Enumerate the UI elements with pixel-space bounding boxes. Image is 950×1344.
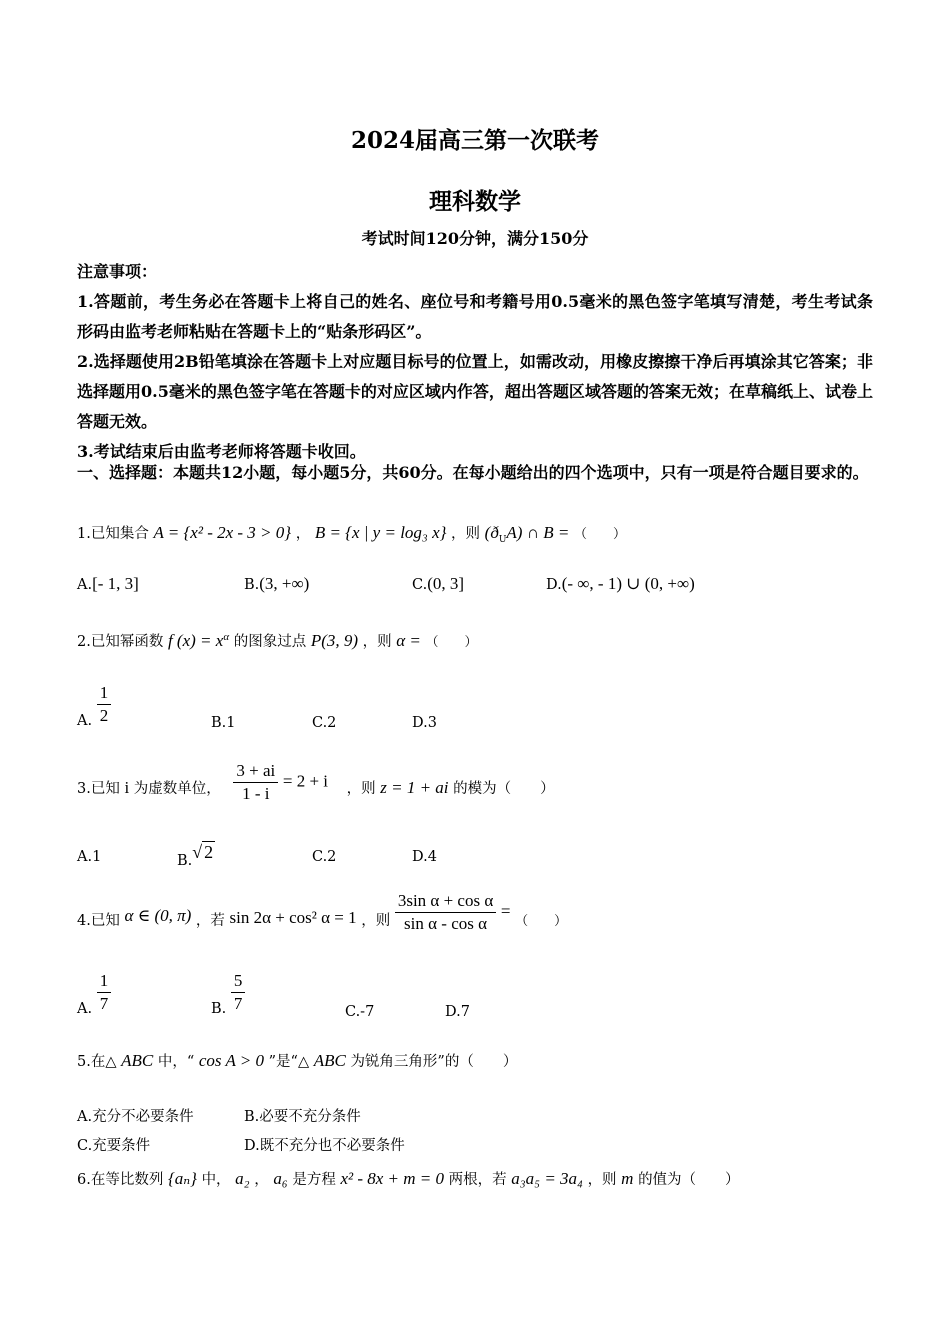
q6-comma: ，: [254, 1172, 269, 1188]
q1-then: ，则: [451, 526, 481, 542]
q6-mid-3: 两根，若: [448, 1172, 507, 1188]
q1-prefix: 1.已知集合: [77, 526, 149, 542]
q1-complement-expr: (ð: [484, 523, 499, 542]
q5-triangle: ABC: [121, 1051, 154, 1070]
q4-equals: =: [500, 901, 511, 921]
q5-option-c: C.充要条件: [77, 1138, 151, 1154]
q2-option-c: C.2: [312, 715, 337, 731]
section-1-heading: 一、选择题：本题共12小题，每小题5分，共60分。在每小题给出的四个选项中，只有一项是符合题目要求的。: [77, 463, 869, 482]
q1-option-d: D.(- ∞, - 1) ∪ (0, +∞): [546, 574, 695, 593]
q2-ask: α =: [396, 631, 421, 650]
q2-point: P(3, 9): [310, 631, 359, 650]
q4-option-d: D.7: [445, 1004, 470, 1020]
q2-option-a-fraction: $\frac{1}{2}$: [97, 682, 112, 727]
q1-option-c: C.(0, 3]: [412, 574, 465, 593]
q4-option-c: C.-7: [345, 1004, 375, 1020]
q2-option-d: D.3: [412, 715, 437, 731]
q3-option-b: B.√ 2: [177, 842, 214, 869]
question-6: [77, 1168, 740, 1189]
q4-prefix: 4.已知: [77, 912, 120, 929]
q1-sep: ，: [295, 526, 311, 542]
q3-option-a: A.1: [77, 849, 102, 865]
q1-option-a: A.[- 1, 3]: [77, 574, 139, 593]
q1-set-b: B = {x | y = log₃ x}: [314, 523, 447, 542]
q3-z: z = 1 + ai: [380, 777, 449, 797]
q6-tail: ，则: [587, 1172, 617, 1188]
q3-mid: 为虚数单位，: [133, 780, 221, 797]
q5-option-a: A.充分不必要条件: [77, 1109, 194, 1125]
q6-prefix: 6.在等比数列: [77, 1172, 164, 1188]
q2-then: ，则: [362, 634, 392, 650]
notes-section: [77, 257, 873, 467]
q2-function: f (x) = x: [167, 631, 224, 650]
q5-mid-2: ”是“△: [268, 1054, 310, 1070]
q3-prefix: 3.已知: [77, 780, 120, 797]
q6-equation: x² - 8x + m = 0: [340, 1169, 445, 1188]
q4-answer-blank: （ ）: [515, 913, 568, 929]
notes-heading: 注意事项：: [77, 262, 158, 281]
q6-a6: a₆: [273, 1169, 288, 1188]
notes-item-1: 1.答题前，考生务必在答题卡上将自己的姓名、座位号和考籍号用0.5毫米的黑色签字笔填写清楚，考生考试条形码由监考老师粘贴在答题卡上的“贴条形码区”。: [77, 292, 873, 341]
q2-prefix: 2.已知幂函数: [77, 634, 164, 650]
q3-option-d: D.4: [412, 849, 437, 865]
q5-prefix: 5.在△: [77, 1054, 117, 1070]
q4-condition-1: α ∈ (0, π): [124, 905, 192, 925]
q2-option-b: B.1: [211, 715, 236, 731]
q6-mid-2: 是方程: [292, 1172, 336, 1188]
q5-tail: 为锐角三角形”的（ ）: [350, 1054, 518, 1070]
q4-then: ，则: [361, 912, 391, 929]
q1-complement-sub: U: [498, 534, 507, 545]
q2-mid: 的图象过点: [233, 634, 307, 650]
q3-imaginary-unit: i: [124, 777, 130, 797]
q2-exponent: α: [223, 631, 230, 644]
q2-answer-blank: （ ）: [425, 635, 478, 650]
q1-answer-blank: （ ）: [573, 527, 626, 542]
q5-option-d: D.既不充分也不必要条件: [244, 1138, 405, 1154]
notes-item-3: 3.考试结束后由监考老师将答题卡收回。: [77, 442, 366, 461]
q6-condition: a₃a₅ = 3a₄: [511, 1169, 583, 1188]
q4-condition-2: sin 2α + cos² α = 1: [229, 907, 357, 927]
q5-triangle-2: ABC: [313, 1051, 346, 1070]
q6-mid: 中，: [201, 1172, 231, 1188]
q5-condition: cos A > 0: [198, 1051, 265, 1070]
q3-fraction: $\frac{3 + ai}{1 - i}$: [233, 760, 278, 805]
q1-option-b: B.(3, +∞): [244, 574, 310, 593]
q1-intersection-expr: A) ∩ B =: [506, 523, 570, 542]
q6-m: m: [621, 1169, 634, 1188]
q4-fraction: $\frac{\text{3sin α + cos α}}{\text{sin α - cos α}}$: [395, 890, 496, 935]
q4-option-b-fraction: $\frac{5}{7}$: [231, 970, 246, 1015]
q5-mid: 中，“: [157, 1054, 195, 1070]
q2-option-a: A. $\frac{1}{2}$: [77, 682, 111, 727]
q3-rhs: = 2 + i: [282, 771, 329, 791]
q1-set-a: A = {x² - 2x - 3 > 0}: [153, 523, 292, 542]
q4-option-a: A. $\frac{1}{7}$: [77, 970, 111, 1015]
question-5: [77, 1050, 517, 1071]
q3-then: ，则: [346, 780, 376, 797]
question-3: [77, 760, 555, 805]
question-2: [77, 630, 478, 651]
q4-sep: ，若: [195, 912, 225, 929]
q6-end: 的值为（ ）: [638, 1172, 740, 1188]
q4-option-b: B. $\frac{5}{7}$: [211, 970, 245, 1015]
question-4: [77, 890, 567, 935]
q4-option-a-fraction: $\frac{1}{7}$: [97, 970, 112, 1015]
q6-sequence: {aₙ}: [167, 1169, 197, 1188]
exam-time-info: 考试时间120分钟，满分150分: [361, 229, 589, 248]
q6-a2: a₂: [235, 1169, 250, 1188]
q3-ask: 的模为（ ）: [453, 780, 555, 797]
q3-sqrt-icon: √ 2: [192, 842, 214, 862]
exam-subject: 理科数学: [429, 188, 521, 215]
q5-option-b: B.必要不充分条件: [244, 1109, 361, 1125]
q3-option-c: C.2: [312, 849, 337, 865]
question-1: [77, 522, 626, 545]
notes-item-2: 2.选择题使用2B铅笔填涂在答题卡上对应题目标号的位置上，如需改动，用橡皮擦擦干净后再填涂其它答案；非选择题用0.5毫米的黑色签字笔在答题卡的对应区域内作答，超出答题区域答题的答案无效；在草稿纸上、试卷上答题无效。: [77, 352, 873, 431]
exam-title: 2024届高三第一次联考: [350, 127, 599, 154]
